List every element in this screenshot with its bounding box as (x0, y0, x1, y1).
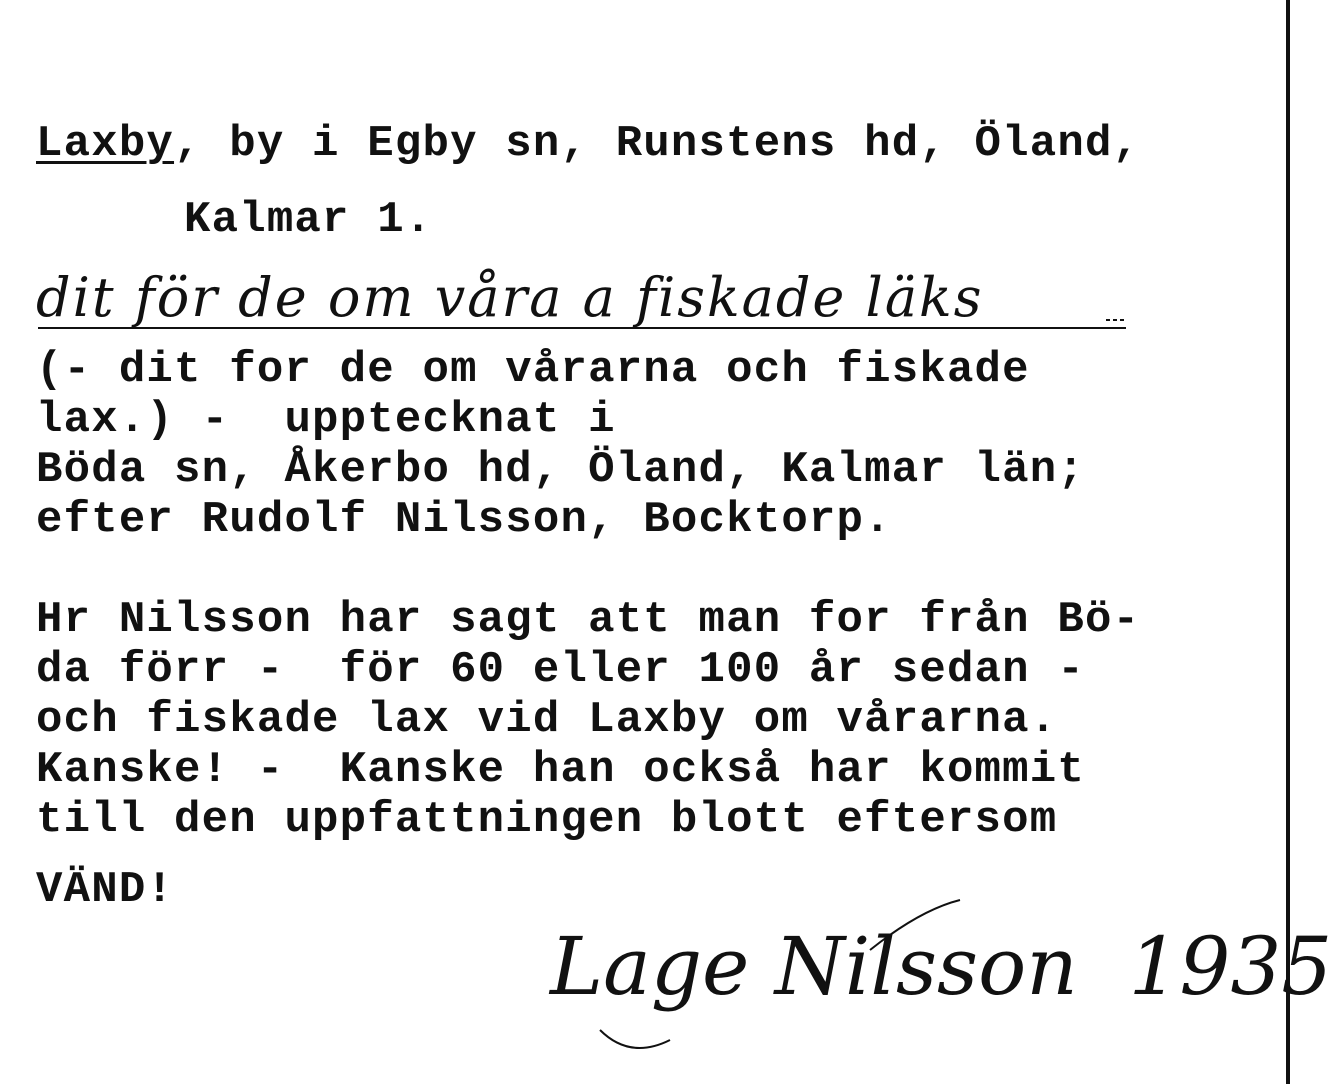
signature-flourish (540, 880, 1240, 1070)
signature-name-text: Lage Nilsson (550, 920, 1078, 1013)
dialect-underline (36, 262, 1126, 342)
note-line-2: da förr - för 60 eller 100 år sedan - (36, 645, 1085, 695)
note-line-1: Hr Nilsson har sagt att man for från Bö- (36, 595, 1141, 645)
heading-line-1 (36, 120, 1140, 168)
dialect-handwritten (36, 262, 1126, 342)
note-line-5: till den uppfattningen blott eftersom (36, 795, 1058, 845)
signature (540, 880, 1332, 1070)
dialect-handwritten-text: dit för de om våra a fiskade läks (36, 266, 984, 329)
heading-place: Laxby (36, 119, 175, 169)
translation-line-3: Böda sn, Åkerbo hd, Öland, Kalmar län; (36, 445, 1085, 495)
note-line-3: och fiskade lax vid Laxby om vårarna. (36, 695, 1058, 745)
turn-over-label: VÄND! (36, 865, 175, 915)
translation-line-1: (- dit for de om vårarna och fiskade (36, 345, 1030, 395)
translation-line-2: lax.) - upptecknat i (36, 395, 616, 445)
translation-line-4: efter Rudolf Nilsson, Bocktorp. (36, 495, 892, 545)
heading-line-2: Kalmar 1. (184, 195, 433, 245)
note-line-4: Kanske! - Kanske han också har kommit (36, 745, 1085, 795)
heading-rest: , by i Egby sn, Runstens hd, Öland, (174, 119, 1141, 169)
signature-year: 1935 (1128, 920, 1332, 1013)
